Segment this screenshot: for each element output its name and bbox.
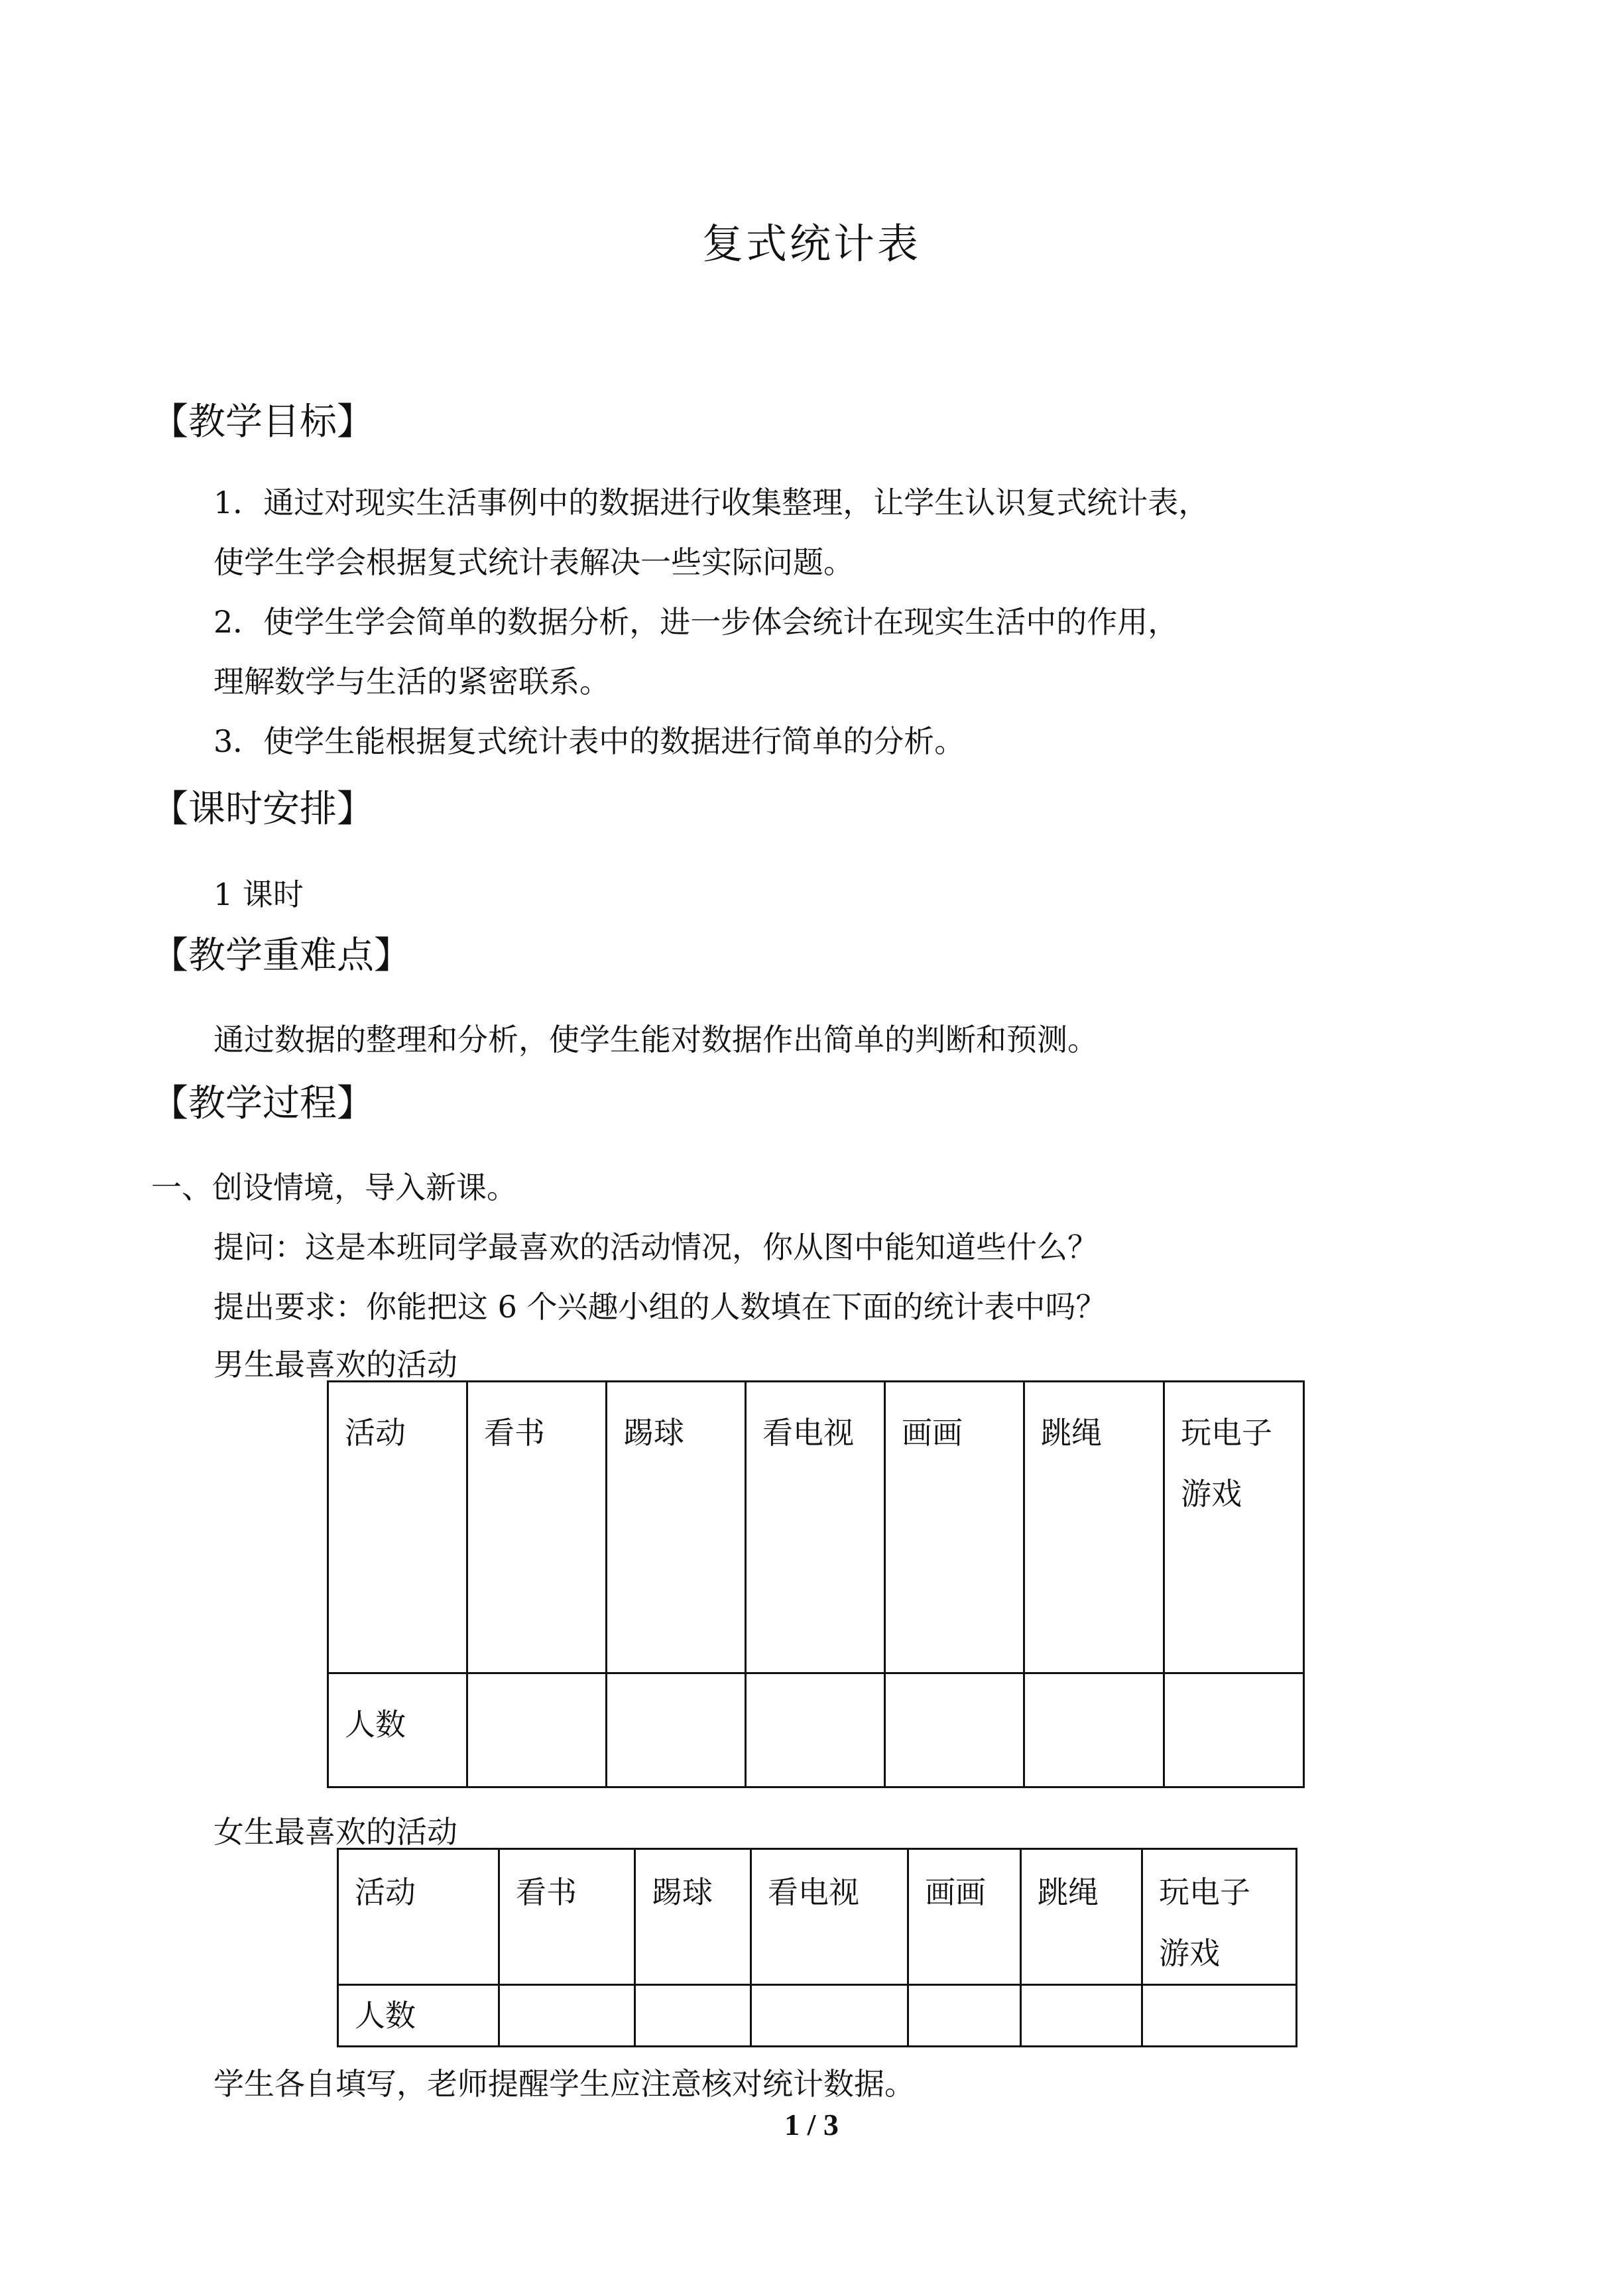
header-cell: 玩电子游戏 xyxy=(1164,1382,1304,1673)
girls-activity-table xyxy=(337,1848,1297,2047)
empty-cell xyxy=(908,1985,1021,2047)
heading-process: 【教学过程】 xyxy=(151,1082,374,1125)
keypoints-text: 通过数据的整理和分析，使学生能对数据作出简单的判断和预测。 xyxy=(213,1022,1098,1057)
goal-item-2: 2．使学生学会简单的数据分析，进一步体会统计在现实生活中的作用， xyxy=(213,604,1179,640)
empty-cell xyxy=(746,1673,885,1787)
table-row xyxy=(328,1673,1304,1787)
document-title: 复式统计表 xyxy=(701,219,921,268)
process-step-1: 一、创设情境，导入新课。 xyxy=(151,1170,517,1205)
empty-cell xyxy=(635,1985,751,2047)
heading-keypoints: 【教学重难点】 xyxy=(151,934,411,977)
goal-item-2-cont: 理解数学与生活的紧密联系。 xyxy=(213,664,610,699)
table-row xyxy=(338,1985,1297,2047)
header-cell: 画画 xyxy=(885,1382,1024,1673)
header-cell: 看电视 xyxy=(746,1382,885,1673)
boys-activity-table xyxy=(327,1380,1305,1788)
header-cell: 看电视 xyxy=(751,1849,908,1985)
goal-item-1-cont: 使学生学会根据复式统计表解决一些实际问题。 xyxy=(213,544,854,580)
header-cell: 看书 xyxy=(499,1849,635,1985)
heading-teaching-goals: 【教学目标】 xyxy=(151,400,374,444)
girls-table-caption: 女生最喜欢的活动 xyxy=(213,1814,457,1850)
schedule-text: 1 课时 xyxy=(213,876,304,912)
table-header-row xyxy=(328,1382,1304,1673)
header-cell: 玩电子游戏 xyxy=(1142,1849,1297,1985)
empty-cell xyxy=(1164,1673,1304,1787)
empty-cell xyxy=(1021,1985,1142,2047)
header-cell: 踢球 xyxy=(607,1382,746,1673)
header-cell: 踢球 xyxy=(635,1849,751,1985)
header-cell: 跳绳 xyxy=(1024,1382,1164,1673)
heading-schedule: 【课时安排】 xyxy=(151,788,374,831)
goal-item-1: 1．通过对现实生活事例中的数据进行收集整理，让学生认识复式统计表， xyxy=(213,485,1209,520)
table-header-row xyxy=(338,1849,1297,1985)
header-cell: 活动 xyxy=(338,1849,499,1985)
row-label-cell: 人数 xyxy=(338,1985,499,2047)
process-question-1: 提问：这是本班同学最喜欢的活动情况，你从图中能知道些什么？ xyxy=(213,1229,1098,1265)
empty-cell xyxy=(467,1673,607,1787)
header-cell: 画画 xyxy=(908,1849,1021,1985)
header-cell: 活动 xyxy=(328,1382,467,1673)
empty-cell xyxy=(885,1673,1024,1787)
header-cell: 看书 xyxy=(467,1382,607,1673)
goal-item-3: 3．使学生能根据复式统计表中的数据进行简单的分析。 xyxy=(213,723,965,759)
empty-cell xyxy=(1024,1673,1164,1787)
process-question-2: 提出要求：你能把这 6 个兴趣小组的人数填在下面的统计表中吗？ xyxy=(213,1289,1107,1325)
empty-cell xyxy=(1142,1985,1297,2047)
boys-table-caption: 男生最喜欢的活动 xyxy=(213,1347,457,1382)
row-label-cell: 人数 xyxy=(328,1673,467,1787)
empty-cell xyxy=(607,1673,746,1787)
process-note: 学生各自填写，老师提醒学生应注意核对统计数据。 xyxy=(213,2066,915,2102)
page-number: 1 / 3 xyxy=(784,2108,839,2142)
header-cell: 跳绳 xyxy=(1021,1849,1142,1985)
empty-cell xyxy=(499,1985,635,2047)
empty-cell xyxy=(751,1985,908,2047)
